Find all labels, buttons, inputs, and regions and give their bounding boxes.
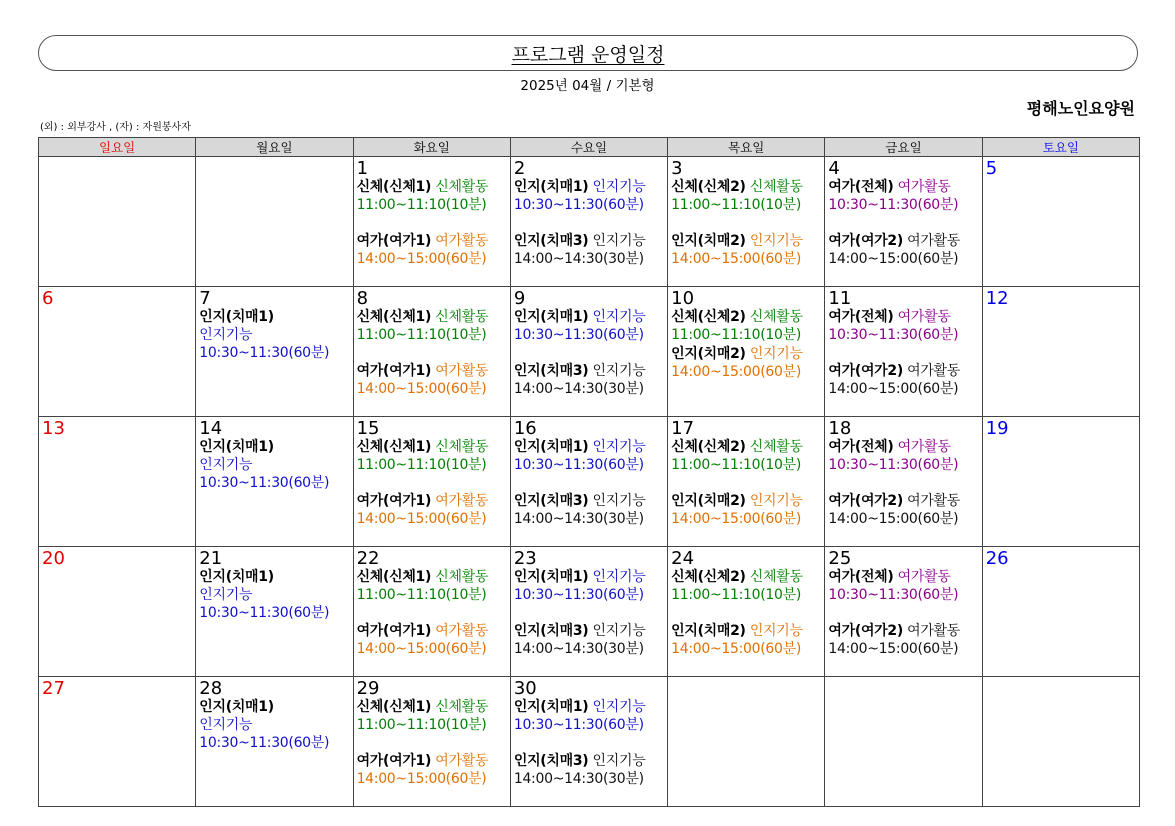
day-number: 14 xyxy=(199,418,223,439)
program-time: 10:30~11:30(60분) xyxy=(513,717,644,733)
program-event xyxy=(199,308,349,362)
program-activity: 인지기능 xyxy=(592,569,646,585)
program-name: 인지(치매1) xyxy=(199,309,274,325)
program-event xyxy=(514,752,664,788)
program-event xyxy=(357,362,507,398)
day-cell xyxy=(825,677,982,807)
day-cell xyxy=(196,547,353,677)
program-event xyxy=(199,568,349,622)
week-row xyxy=(39,417,1140,547)
program-event xyxy=(828,568,978,604)
program-activity: 인지기능 xyxy=(199,327,253,343)
program-time: 10:30~11:30(60분) xyxy=(513,197,644,213)
program-event xyxy=(199,698,349,752)
weekday-header-row xyxy=(39,138,1140,157)
day-number: 30 xyxy=(513,678,537,699)
program-activity: 인지기능 xyxy=(592,699,646,715)
program-name: 인지(치매2) xyxy=(671,346,746,362)
program-name: 인지(치매1) xyxy=(513,309,589,325)
day-number: 7 xyxy=(199,288,211,309)
program-event xyxy=(514,232,664,268)
day-cell xyxy=(39,677,196,807)
day-number: 18 xyxy=(828,418,852,439)
program-activity: 인지기능 xyxy=(592,493,646,509)
program-name: 신체(신체1) xyxy=(356,179,432,195)
program-name: 여가(여가1) xyxy=(356,363,432,379)
week-row xyxy=(39,157,1140,287)
day-cell xyxy=(39,287,196,417)
program-event xyxy=(828,232,978,268)
day-cell xyxy=(510,677,667,807)
day-cell xyxy=(982,157,1139,287)
day-number: 28 xyxy=(199,678,223,699)
day-cell xyxy=(982,287,1139,417)
program-activity: 여가활동 xyxy=(897,439,951,455)
program-time: 14:00~15:00(60분) xyxy=(671,511,802,527)
day-cell xyxy=(825,157,982,287)
week-row xyxy=(39,677,1140,807)
program-activity: 여가활동 xyxy=(897,179,951,195)
program-time: 10:30~11:30(60분) xyxy=(828,197,959,213)
program-name: 인지(치매2) xyxy=(671,623,746,639)
program-name: 인지(치매3) xyxy=(513,363,589,379)
program-time: 14:00~15:00(60분) xyxy=(356,511,487,527)
program-activity: 신체활동 xyxy=(435,179,489,195)
program-event xyxy=(828,308,978,344)
program-event xyxy=(357,698,507,734)
day-cell xyxy=(982,677,1139,807)
program-time: 14:00~14:30(30분) xyxy=(513,381,644,397)
program-name: 인지(치매1) xyxy=(513,179,589,195)
day-cell xyxy=(196,417,353,547)
day-number: 11 xyxy=(828,288,852,309)
day-cell xyxy=(825,287,982,417)
program-event xyxy=(357,622,507,658)
program-event xyxy=(514,438,664,474)
day-cell xyxy=(353,547,510,677)
day-cell xyxy=(510,287,667,417)
weekday-header: 화요일 xyxy=(353,138,510,157)
program-time: 14:00~14:30(30분) xyxy=(513,641,644,657)
day-number: 21 xyxy=(199,548,223,569)
program-name: 인지(치매3) xyxy=(513,233,589,249)
program-name: 여가(여가1) xyxy=(356,233,432,249)
day-cell xyxy=(353,677,510,807)
day-number: 1 xyxy=(356,158,369,179)
program-activity: 여가활동 xyxy=(435,363,489,379)
day-number: 22 xyxy=(356,548,380,569)
day-number: 13 xyxy=(42,418,65,439)
weekday-header: 수요일 xyxy=(510,138,667,157)
program-time: 10:30~11:30(60분) xyxy=(828,327,959,343)
program-time: 14:00~15:00(60분) xyxy=(828,251,959,267)
program-name: 인지(치매1) xyxy=(513,569,589,585)
program-activity: 신체활동 xyxy=(435,309,489,325)
program-activity: 여가활동 xyxy=(435,493,489,509)
page-title: 프로그램 운영일정 xyxy=(511,43,665,66)
program-activity: 여가활동 xyxy=(897,569,951,585)
program-time: 11:00~11:10(10분) xyxy=(356,327,487,343)
program-time: 10:30~11:30(60분) xyxy=(828,457,959,473)
program-name: 여가(전체) xyxy=(828,569,894,585)
program-time: 14:00~15:00(60분) xyxy=(356,771,487,787)
day-number: 17 xyxy=(671,418,695,439)
program-event xyxy=(357,308,507,344)
program-name: 인지(치매3) xyxy=(513,493,589,509)
program-event xyxy=(514,308,664,344)
program-event xyxy=(514,568,664,604)
program-name: 여가(여가2) xyxy=(828,233,903,249)
weekday-header: 월요일 xyxy=(196,138,353,157)
program-name: 신체(신체2) xyxy=(671,179,746,195)
program-activity: 신체활동 xyxy=(749,439,803,455)
program-activity: 신체활동 xyxy=(435,439,489,455)
program-activity: 신체활동 xyxy=(749,569,803,585)
program-activity: 신체활동 xyxy=(435,569,489,585)
program-name: 신체(신체1) xyxy=(356,309,432,325)
program-name: 인지(치매2) xyxy=(671,493,746,509)
day-cell xyxy=(353,417,510,547)
weekday-header: 목요일 xyxy=(668,138,825,157)
program-activity: 여가활동 xyxy=(897,309,951,325)
program-name: 여가(전체) xyxy=(828,179,894,195)
program-activity: 인지기능 xyxy=(592,363,646,379)
legend-note: (외) : 외부강사 , (자) : 자원봉사자 xyxy=(40,122,191,133)
program-name: 신체(신체1) xyxy=(356,569,432,585)
program-time: 11:00~11:10(10분) xyxy=(356,717,487,733)
program-time: 11:00~11:10(10분) xyxy=(356,457,487,473)
program-name: 여가(여가2) xyxy=(828,493,903,509)
program-event xyxy=(514,492,664,528)
program-event xyxy=(514,178,664,214)
program-time: 14:00~15:00(60분) xyxy=(671,364,802,380)
program-event xyxy=(828,492,978,528)
program-time: 10:30~11:30(60분) xyxy=(828,587,959,603)
day-number: 20 xyxy=(42,548,65,569)
program-time: 11:00~11:10(10분) xyxy=(671,457,802,473)
program-event xyxy=(357,492,507,528)
day-number: 24 xyxy=(671,548,695,569)
program-activity: 인지기능 xyxy=(199,717,253,733)
program-time: 14:00~14:30(30분) xyxy=(513,511,644,527)
day-cell xyxy=(39,547,196,677)
day-number: 25 xyxy=(828,548,852,569)
program-name: 인지(치매3) xyxy=(513,623,589,639)
program-activity: 인지기능 xyxy=(592,623,646,639)
day-cell xyxy=(353,287,510,417)
program-name: 인지(치매1) xyxy=(199,439,274,455)
program-event xyxy=(514,698,664,734)
program-event xyxy=(671,345,821,381)
calendar-table xyxy=(38,137,1140,807)
program-time: 11:00~11:10(10분) xyxy=(356,197,487,213)
program-activity: 인지기능 xyxy=(199,457,253,473)
program-time: 14:00~15:00(60분) xyxy=(828,511,959,527)
program-name: 신체(신체1) xyxy=(356,699,432,715)
program-activity: 여가활동 xyxy=(435,753,489,769)
program-event xyxy=(357,568,507,604)
day-cell xyxy=(982,547,1139,677)
program-time: 10:30~11:30(60분) xyxy=(513,587,644,603)
day-number: 23 xyxy=(513,548,537,569)
day-number: 12 xyxy=(985,288,1009,309)
program-time: 14:00~15:00(60분) xyxy=(356,251,487,267)
day-cell xyxy=(982,417,1139,547)
day-number: 8 xyxy=(356,288,369,309)
day-cell xyxy=(668,157,825,287)
program-activity: 신체활동 xyxy=(749,309,803,325)
program-activity: 인지기능 xyxy=(592,233,646,249)
program-time: 14:00~15:00(60분) xyxy=(671,251,802,267)
program-event xyxy=(357,438,507,474)
day-cell xyxy=(39,417,196,547)
day-cell xyxy=(510,157,667,287)
program-event xyxy=(671,622,821,658)
day-cell xyxy=(196,287,353,417)
program-activity: 인지기능 xyxy=(592,439,646,455)
program-event xyxy=(357,752,507,788)
program-name: 신체(신체2) xyxy=(671,569,746,585)
program-time: 10:30~11:30(60분) xyxy=(199,475,330,491)
program-name: 여가(여가1) xyxy=(356,493,432,509)
program-name: 여가(여가1) xyxy=(356,623,432,639)
day-number: 3 xyxy=(671,158,683,179)
program-event xyxy=(671,178,821,214)
weekday-header: 일요일 xyxy=(39,138,196,157)
program-name: 인지(치매1) xyxy=(199,699,274,715)
program-name: 신체(신체2) xyxy=(671,439,746,455)
program-event xyxy=(671,438,821,474)
day-cell xyxy=(668,677,825,807)
program-time: 14:00~14:30(30분) xyxy=(513,771,644,787)
day-number: 5 xyxy=(985,158,998,179)
title-banner xyxy=(38,35,1138,71)
page-subtitle: 2025년 04월 / 기본형 xyxy=(520,78,655,94)
program-activity: 여가활동 xyxy=(907,233,961,249)
program-activity: 인지기능 xyxy=(749,233,803,249)
day-number: 16 xyxy=(513,418,537,439)
program-activity: 신체활동 xyxy=(435,699,489,715)
program-time: 10:30~11:30(60분) xyxy=(199,345,330,361)
program-event xyxy=(514,622,664,658)
day-cell xyxy=(196,677,353,807)
program-name: 여가(여가2) xyxy=(828,363,903,379)
program-event xyxy=(357,232,507,268)
program-time: 14:00~15:00(60분) xyxy=(356,641,487,657)
day-cell xyxy=(510,547,667,677)
program-name: 여가(여가1) xyxy=(356,753,432,769)
weekday-header: 금요일 xyxy=(825,138,982,157)
day-number: 2 xyxy=(513,158,526,179)
day-number: 15 xyxy=(356,418,380,439)
program-event xyxy=(828,622,978,658)
program-activity: 여가활동 xyxy=(435,233,489,249)
program-activity: 인지기능 xyxy=(592,309,646,325)
day-number: 9 xyxy=(513,288,526,309)
program-time: 10:30~11:30(60분) xyxy=(513,327,644,343)
program-activity: 인지기능 xyxy=(749,346,803,362)
day-number: 26 xyxy=(985,548,1009,569)
day-cell xyxy=(353,157,510,287)
program-activity: 인지기능 xyxy=(749,493,803,509)
program-activity: 인지기능 xyxy=(592,753,646,769)
day-cell xyxy=(668,547,825,677)
day-number: 19 xyxy=(985,418,1009,439)
program-name: 여가(여가2) xyxy=(828,623,903,639)
day-number: 29 xyxy=(356,678,380,699)
day-cell xyxy=(668,417,825,547)
program-activity: 여가활동 xyxy=(907,493,961,509)
program-name: 여가(전체) xyxy=(828,439,894,455)
program-time: 10:30~11:30(60분) xyxy=(513,457,644,473)
program-time: 10:30~11:30(60분) xyxy=(199,735,330,751)
program-name: 인지(치매2) xyxy=(671,233,746,249)
day-cell xyxy=(510,417,667,547)
program-activity: 인지기능 xyxy=(749,623,803,639)
program-time: 14:00~15:00(60분) xyxy=(828,381,959,397)
day-cell xyxy=(825,547,982,677)
organization-name: 평해노인요양원 xyxy=(1026,99,1135,118)
program-time: 14:00~15:00(60분) xyxy=(828,641,959,657)
day-cell xyxy=(668,287,825,417)
day-number: 27 xyxy=(42,678,65,699)
week-row xyxy=(39,547,1140,677)
program-name: 인지(치매1) xyxy=(513,439,589,455)
program-event xyxy=(671,308,821,344)
program-activity: 여가활동 xyxy=(435,623,489,639)
program-event xyxy=(828,362,978,398)
day-number: 4 xyxy=(828,158,840,179)
program-name: 신체(신체1) xyxy=(356,439,432,455)
program-time: 14:00~15:00(60분) xyxy=(671,641,802,657)
program-name: 인지(치매1) xyxy=(513,699,589,715)
calendar-body xyxy=(39,157,1140,807)
day-cell xyxy=(196,157,353,287)
week-row xyxy=(39,287,1140,417)
program-event xyxy=(671,492,821,528)
day-cell xyxy=(39,157,196,287)
day-number: 6 xyxy=(42,288,54,309)
program-time: 14:00~14:30(30분) xyxy=(513,251,644,267)
program-event xyxy=(828,178,978,214)
day-number: 10 xyxy=(671,288,695,309)
program-activity: 여가활동 xyxy=(907,623,961,639)
program-time: 14:00~15:00(60분) xyxy=(356,381,487,397)
program-event xyxy=(199,438,349,492)
program-event xyxy=(671,232,821,268)
program-time: 11:00~11:10(10분) xyxy=(671,197,802,213)
program-name: 신체(신체2) xyxy=(671,309,746,325)
program-event xyxy=(357,178,507,214)
program-time: 11:00~11:10(10분) xyxy=(671,327,802,343)
day-cell xyxy=(825,417,982,547)
program-time: 11:00~11:10(10분) xyxy=(671,587,802,603)
program-activity: 신체활동 xyxy=(749,179,803,195)
program-time: 11:00~11:10(10분) xyxy=(356,587,487,603)
program-name: 여가(전체) xyxy=(828,309,894,325)
program-name: 인지(치매1) xyxy=(199,569,274,585)
program-event xyxy=(828,438,978,474)
program-activity: 인지기능 xyxy=(592,179,646,195)
program-event xyxy=(514,362,664,398)
weekday-header: 토요일 xyxy=(982,138,1139,157)
program-name: 인지(치매3) xyxy=(513,753,589,769)
program-event xyxy=(671,568,821,604)
program-time: 10:30~11:30(60분) xyxy=(199,605,330,621)
program-activity: 여가활동 xyxy=(907,363,961,379)
program-activity: 인지기능 xyxy=(199,587,253,603)
